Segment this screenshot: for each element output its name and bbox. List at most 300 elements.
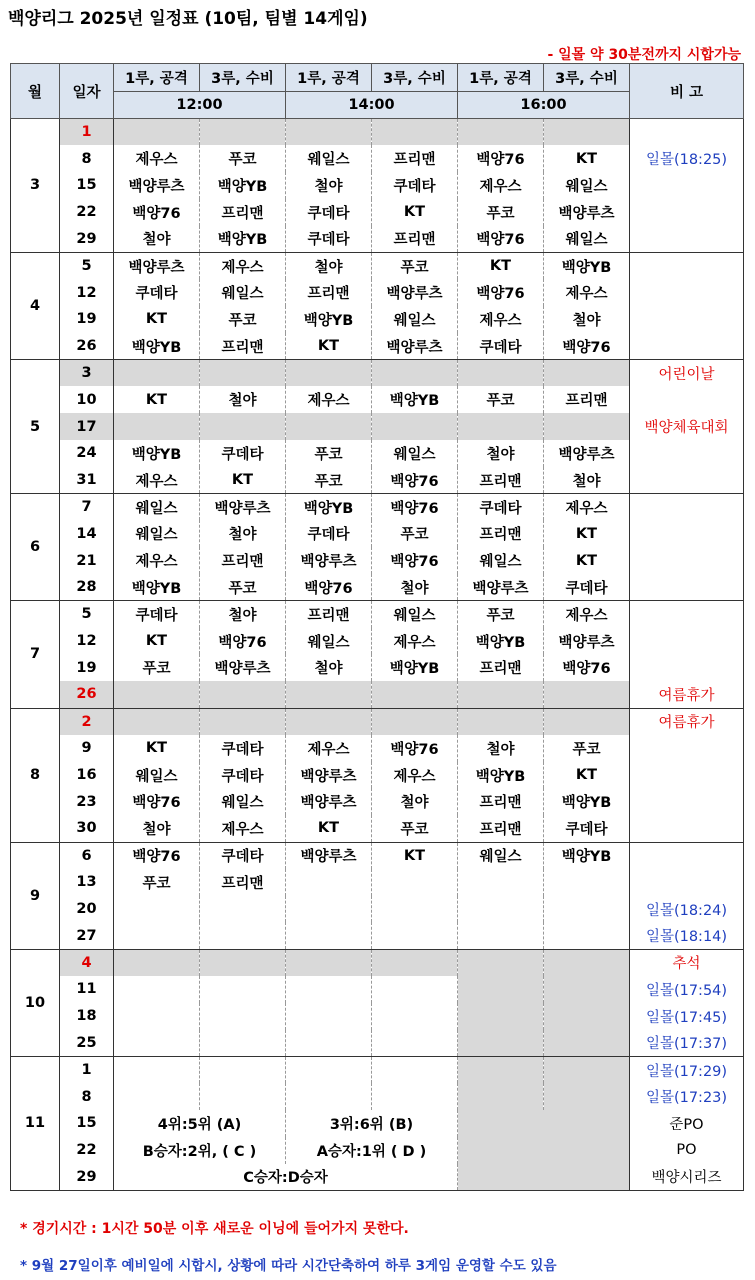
date-cell: 29 (60, 226, 114, 253)
team-cell (286, 708, 372, 735)
team-cell (200, 1056, 286, 1083)
table-row (11, 976, 744, 1003)
note-cell: 일몰(17:45) (630, 1003, 744, 1030)
team-cell: 웨일스 (200, 788, 286, 815)
team-cell: A승자:1위 ( D ) (286, 1137, 458, 1164)
note-cell (630, 306, 744, 333)
date-cell: 21 (60, 547, 114, 574)
team-cell: 백양76 (200, 628, 286, 655)
team-cell (286, 1056, 372, 1083)
team-cell: 제우스 (372, 762, 458, 789)
note-cell: 일몰(18:14) (630, 922, 744, 949)
team-cell (372, 869, 458, 896)
team-cell: 백양루츠 (458, 574, 544, 601)
team-cell (372, 1056, 458, 1083)
team-cell: 백양루츠 (114, 172, 200, 199)
date-cell: 15 (60, 172, 114, 199)
team-cell: 웨일스 (200, 279, 286, 306)
team-cell (114, 976, 200, 1003)
team-cell (544, 1083, 630, 1110)
table-row (11, 547, 744, 574)
table-row (11, 1137, 744, 1164)
team-cell: 프리맨 (286, 601, 372, 628)
table-row (11, 279, 744, 306)
team-cell: 철야 (286, 252, 372, 279)
team-cell: 제우스 (200, 815, 286, 842)
team-cell (114, 119, 200, 146)
team-cell (200, 413, 286, 440)
note-cell: PO (630, 1137, 744, 1164)
month-cell: 4 (11, 252, 60, 359)
table-row (11, 1110, 744, 1137)
note-cell (630, 199, 744, 226)
team-cell: KT (544, 520, 630, 547)
month-cell: 5 (11, 360, 60, 494)
note-cell (630, 869, 744, 896)
date-cell: 28 (60, 574, 114, 601)
team-cell: 푸코 (200, 145, 286, 172)
team-cell: 철야 (372, 788, 458, 815)
team-cell: 백양루츠 (372, 279, 458, 306)
team-cell: 쿠데타 (286, 520, 372, 547)
team-cell: 프리맨 (200, 333, 286, 360)
team-cell: 백양YB (458, 628, 544, 655)
team-cell: 백양76 (114, 788, 200, 815)
table-row (11, 574, 744, 601)
slot-header: 1루, 공격 (286, 64, 372, 92)
team-cell (200, 360, 286, 387)
team-cell: 웨일스 (286, 628, 372, 655)
slot-header: 3루, 수비 (372, 64, 458, 92)
team-cell (544, 976, 630, 1003)
month-cell: 3 (11, 119, 60, 253)
team-cell: 백양YB (286, 494, 372, 521)
team-cell: 백양루츠 (286, 788, 372, 815)
table-row (11, 119, 744, 146)
team-cell (544, 1056, 630, 1083)
team-cell: 철야 (544, 467, 630, 494)
team-cell: 제우스 (458, 172, 544, 199)
date-cell: 26 (60, 333, 114, 360)
month-cell: 6 (11, 494, 60, 601)
team-cell: 웨일스 (544, 172, 630, 199)
note-cell (630, 440, 744, 467)
note-cell (630, 654, 744, 681)
team-cell: 쿠데타 (286, 226, 372, 253)
team-cell (200, 976, 286, 1003)
team-cell: 쿠데타 (458, 494, 544, 521)
team-cell: 철야 (286, 172, 372, 199)
note-cell (630, 252, 744, 279)
team-cell: 푸코 (114, 869, 200, 896)
team-cell (544, 949, 630, 976)
team-cell: 백양76 (372, 735, 458, 762)
team-cell: 푸코 (114, 654, 200, 681)
team-cell: 철야 (114, 815, 200, 842)
team-cell (458, 119, 544, 146)
team-cell (458, 681, 544, 708)
team-cell: 웨일스 (114, 762, 200, 789)
team-cell: 백양YB (372, 386, 458, 413)
date-header: 일자 (60, 64, 114, 119)
team-cell (458, 896, 544, 923)
team-cell (458, 1003, 544, 1030)
team-cell (372, 976, 458, 1003)
table-row (11, 1056, 744, 1083)
date-cell: 10 (60, 386, 114, 413)
note-cell (630, 601, 744, 628)
date-cell: 17 (60, 413, 114, 440)
team-cell (544, 708, 630, 735)
team-cell: 제우스 (114, 547, 200, 574)
team-cell (372, 708, 458, 735)
team-cell: KT (544, 145, 630, 172)
team-cell: 프리맨 (544, 386, 630, 413)
team-cell: 푸코 (286, 440, 372, 467)
team-cell: KT (286, 815, 372, 842)
note-cell: 일몰(17:54) (630, 976, 744, 1003)
team-cell (544, 922, 630, 949)
team-cell: 프리맨 (200, 869, 286, 896)
team-cell: 쿠데타 (200, 762, 286, 789)
team-cell: 백양76 (458, 145, 544, 172)
team-cell: 푸코 (200, 574, 286, 601)
table-row (11, 386, 744, 413)
date-cell: 22 (60, 199, 114, 226)
team-cell (544, 681, 630, 708)
team-cell: 백양루츠 (114, 252, 200, 279)
team-cell: 백양76 (372, 494, 458, 521)
team-cell: 백양76 (286, 574, 372, 601)
team-cell: KT (200, 467, 286, 494)
table-row (11, 494, 744, 521)
note-cell (630, 735, 744, 762)
table-row (11, 199, 744, 226)
date-cell: 31 (60, 467, 114, 494)
team-cell: C승자:D승자 (114, 1164, 458, 1191)
team-cell: 백양루츠 (200, 654, 286, 681)
table-row (11, 440, 744, 467)
team-cell: KT (286, 333, 372, 360)
team-cell: 푸코 (458, 601, 544, 628)
team-cell: 프리맨 (458, 654, 544, 681)
table-row (11, 788, 744, 815)
table-row (11, 681, 744, 708)
date-cell: 12 (60, 628, 114, 655)
note-cell: 일몰(17:29) (630, 1056, 744, 1083)
team-cell: KT (544, 762, 630, 789)
team-cell: 쿠데타 (544, 815, 630, 842)
team-cell: 철야 (200, 386, 286, 413)
team-cell: 백양YB (544, 252, 630, 279)
team-cell: 제우스 (544, 279, 630, 306)
table-row (11, 172, 744, 199)
note-cell: 일몰(18:25) (630, 145, 744, 172)
team-cell: KT (114, 386, 200, 413)
team-cell: 쿠데타 (200, 735, 286, 762)
team-cell: 철야 (544, 306, 630, 333)
date-cell: 18 (60, 1003, 114, 1030)
slot-header: 3루, 수비 (200, 64, 286, 92)
date-cell: 9 (60, 735, 114, 762)
team-cell: 백양루츠 (286, 547, 372, 574)
team-cell (372, 896, 458, 923)
team-cell: 백양YB (544, 842, 630, 869)
team-cell (200, 708, 286, 735)
team-cell (286, 360, 372, 387)
team-cell (200, 896, 286, 923)
date-cell: 12 (60, 279, 114, 306)
team-cell (200, 1003, 286, 1030)
month-cell: 8 (11, 708, 60, 842)
team-cell (114, 413, 200, 440)
team-cell (544, 869, 630, 896)
team-cell: 웨일스 (458, 842, 544, 869)
team-cell (544, 413, 630, 440)
team-cell (200, 681, 286, 708)
team-cell: 웨일스 (372, 601, 458, 628)
team-cell (114, 922, 200, 949)
slot-header: 1루, 공격 (114, 64, 200, 92)
team-cell (114, 1030, 200, 1057)
team-cell (458, 413, 544, 440)
date-cell: 5 (60, 601, 114, 628)
date-cell: 14 (60, 520, 114, 547)
team-cell (458, 1164, 630, 1191)
footnote-game-time: * 경기시간 : 1시간 50분 이후 새로운 이닝에 들어가지 못한다. (20, 1221, 409, 1237)
time-header: 14:00 (286, 92, 458, 119)
table-row (11, 762, 744, 789)
team-cell: 푸코 (458, 199, 544, 226)
team-cell (544, 896, 630, 923)
team-cell (458, 360, 544, 387)
team-cell: 3위:6위 (B) (286, 1110, 458, 1137)
date-cell: 1 (60, 1056, 114, 1083)
time-header: 12:00 (114, 92, 286, 119)
date-cell: 16 (60, 762, 114, 789)
note-cell: 일몰(17:23) (630, 1083, 744, 1110)
team-cell (372, 1030, 458, 1057)
slot-header: 1루, 공격 (458, 64, 544, 92)
team-cell: 제우스 (372, 628, 458, 655)
note-cell (630, 520, 744, 547)
team-cell: 백양YB (458, 762, 544, 789)
date-cell: 19 (60, 306, 114, 333)
page-title: 백양리그 2025년 일정표 (10팀, 팀별 14게임) (8, 9, 368, 29)
team-cell: 백양루츠 (200, 494, 286, 521)
date-cell: 4 (60, 949, 114, 976)
team-cell: 푸코 (372, 252, 458, 279)
footnote-reserve-day: * 9월 27일이후 예비일에 시합시, 상황에 따라 시간단축하여 하루 3게임 운영할 수도 있음 (20, 1258, 557, 1274)
team-cell: 백양루츠 (544, 628, 630, 655)
table-row (11, 252, 744, 279)
team-cell: 철야 (372, 574, 458, 601)
team-cell: 백양루츠 (372, 333, 458, 360)
team-cell (114, 896, 200, 923)
note-cell: 일몰(17:37) (630, 1030, 744, 1057)
note-cell (630, 172, 744, 199)
table-row (11, 467, 744, 494)
date-cell: 8 (60, 1083, 114, 1110)
team-cell (286, 949, 372, 976)
note-cell (630, 547, 744, 574)
team-cell: 쿠데타 (200, 842, 286, 869)
team-cell: 프리맨 (458, 467, 544, 494)
note-cell (630, 628, 744, 655)
team-cell (372, 1003, 458, 1030)
team-cell: 쿠데타 (286, 199, 372, 226)
table-row (11, 360, 744, 387)
team-cell (458, 1030, 544, 1057)
team-cell: 백양루츠 (544, 199, 630, 226)
note-header: 비 고 (630, 64, 744, 119)
month-header: 월 (11, 64, 60, 119)
team-cell (286, 1083, 372, 1110)
date-cell: 25 (60, 1030, 114, 1057)
date-cell: 13 (60, 869, 114, 896)
team-cell: 철야 (114, 226, 200, 253)
team-cell: B승자:2위, ( C ) (114, 1137, 286, 1164)
note-cell (630, 226, 744, 253)
team-cell (458, 869, 544, 896)
team-cell: 4위:5위 (A) (114, 1110, 286, 1137)
note-cell (630, 119, 744, 146)
team-cell: 프리맨 (372, 226, 458, 253)
team-cell: 프리맨 (200, 199, 286, 226)
team-cell: 쿠데타 (544, 574, 630, 601)
table-row (11, 306, 744, 333)
date-cell: 30 (60, 815, 114, 842)
team-cell: 백양YB (286, 306, 372, 333)
table-row (11, 1030, 744, 1057)
team-cell: 철야 (458, 735, 544, 762)
team-cell: 백양YB (200, 226, 286, 253)
team-cell: 제우스 (544, 494, 630, 521)
date-cell: 7 (60, 494, 114, 521)
team-cell: 철야 (286, 654, 372, 681)
date-cell: 5 (60, 252, 114, 279)
team-cell: 백양76 (458, 226, 544, 253)
team-cell: 백양76 (114, 199, 200, 226)
team-cell: 쿠데타 (200, 440, 286, 467)
team-cell (458, 708, 544, 735)
slot-header: 3루, 수비 (544, 64, 630, 92)
note-cell: 여름휴가 (630, 708, 744, 735)
note-cell (630, 333, 744, 360)
date-cell: 3 (60, 360, 114, 387)
team-cell: 프리맨 (286, 279, 372, 306)
team-cell: 백양YB (114, 333, 200, 360)
team-cell: 백양YB (200, 172, 286, 199)
team-cell: 웨일스 (544, 226, 630, 253)
date-cell: 8 (60, 145, 114, 172)
table-row (11, 949, 744, 976)
team-cell (286, 896, 372, 923)
team-cell: 제우스 (114, 467, 200, 494)
team-cell (114, 360, 200, 387)
table-row (11, 226, 744, 253)
team-cell: 프리맨 (200, 547, 286, 574)
team-cell (286, 869, 372, 896)
team-cell (200, 119, 286, 146)
team-cell: 철야 (200, 601, 286, 628)
team-cell (114, 1083, 200, 1110)
team-cell (544, 1030, 630, 1057)
sunset-note: - 일몰 약 30분전까지 시합가능 (547, 47, 741, 63)
table-row (11, 735, 744, 762)
team-cell (372, 360, 458, 387)
table-row (11, 1164, 744, 1191)
team-cell: 푸코 (200, 306, 286, 333)
team-cell (114, 681, 200, 708)
table-row (11, 869, 744, 896)
month-cell: 7 (11, 601, 60, 708)
team-cell: 백양YB (114, 574, 200, 601)
team-cell (372, 413, 458, 440)
team-cell: 쿠데타 (114, 601, 200, 628)
date-cell: 22 (60, 1137, 114, 1164)
team-cell: 프리맨 (458, 815, 544, 842)
team-cell: 백양76 (372, 467, 458, 494)
team-cell: 푸코 (286, 467, 372, 494)
team-cell: 철야 (200, 520, 286, 547)
month-cell: 9 (11, 842, 60, 949)
team-cell (286, 681, 372, 708)
team-cell: 프리맨 (458, 520, 544, 547)
team-cell (200, 949, 286, 976)
team-cell: KT (372, 199, 458, 226)
team-cell (372, 681, 458, 708)
team-cell: KT (458, 252, 544, 279)
team-cell (458, 949, 544, 976)
date-cell: 11 (60, 976, 114, 1003)
team-cell: 백양76 (372, 547, 458, 574)
note-cell: 어린이날 (630, 360, 744, 387)
team-cell: 푸코 (544, 735, 630, 762)
time-header: 16:00 (458, 92, 630, 119)
team-cell (114, 1056, 200, 1083)
note-cell (630, 574, 744, 601)
team-cell (458, 1056, 544, 1083)
team-cell: KT (372, 842, 458, 869)
table-row (11, 413, 744, 440)
date-cell: 23 (60, 788, 114, 815)
date-cell: 29 (60, 1164, 114, 1191)
table-row (11, 922, 744, 949)
date-cell: 15 (60, 1110, 114, 1137)
team-cell: 철야 (458, 440, 544, 467)
team-cell: 백양YB (372, 654, 458, 681)
team-cell (286, 1003, 372, 1030)
table-row (11, 628, 744, 655)
team-cell: 백양루츠 (286, 842, 372, 869)
team-cell (544, 360, 630, 387)
team-cell: 백양YB (544, 788, 630, 815)
team-cell (286, 119, 372, 146)
team-cell: 웨일스 (286, 145, 372, 172)
note-cell (630, 467, 744, 494)
team-cell (200, 1083, 286, 1110)
date-cell: 20 (60, 896, 114, 923)
team-cell: 백양76 (458, 279, 544, 306)
team-cell (372, 922, 458, 949)
team-cell: KT (114, 306, 200, 333)
team-cell: 웨일스 (114, 494, 200, 521)
date-cell: 19 (60, 654, 114, 681)
team-cell (372, 949, 458, 976)
team-cell (544, 119, 630, 146)
team-cell (372, 1083, 458, 1110)
